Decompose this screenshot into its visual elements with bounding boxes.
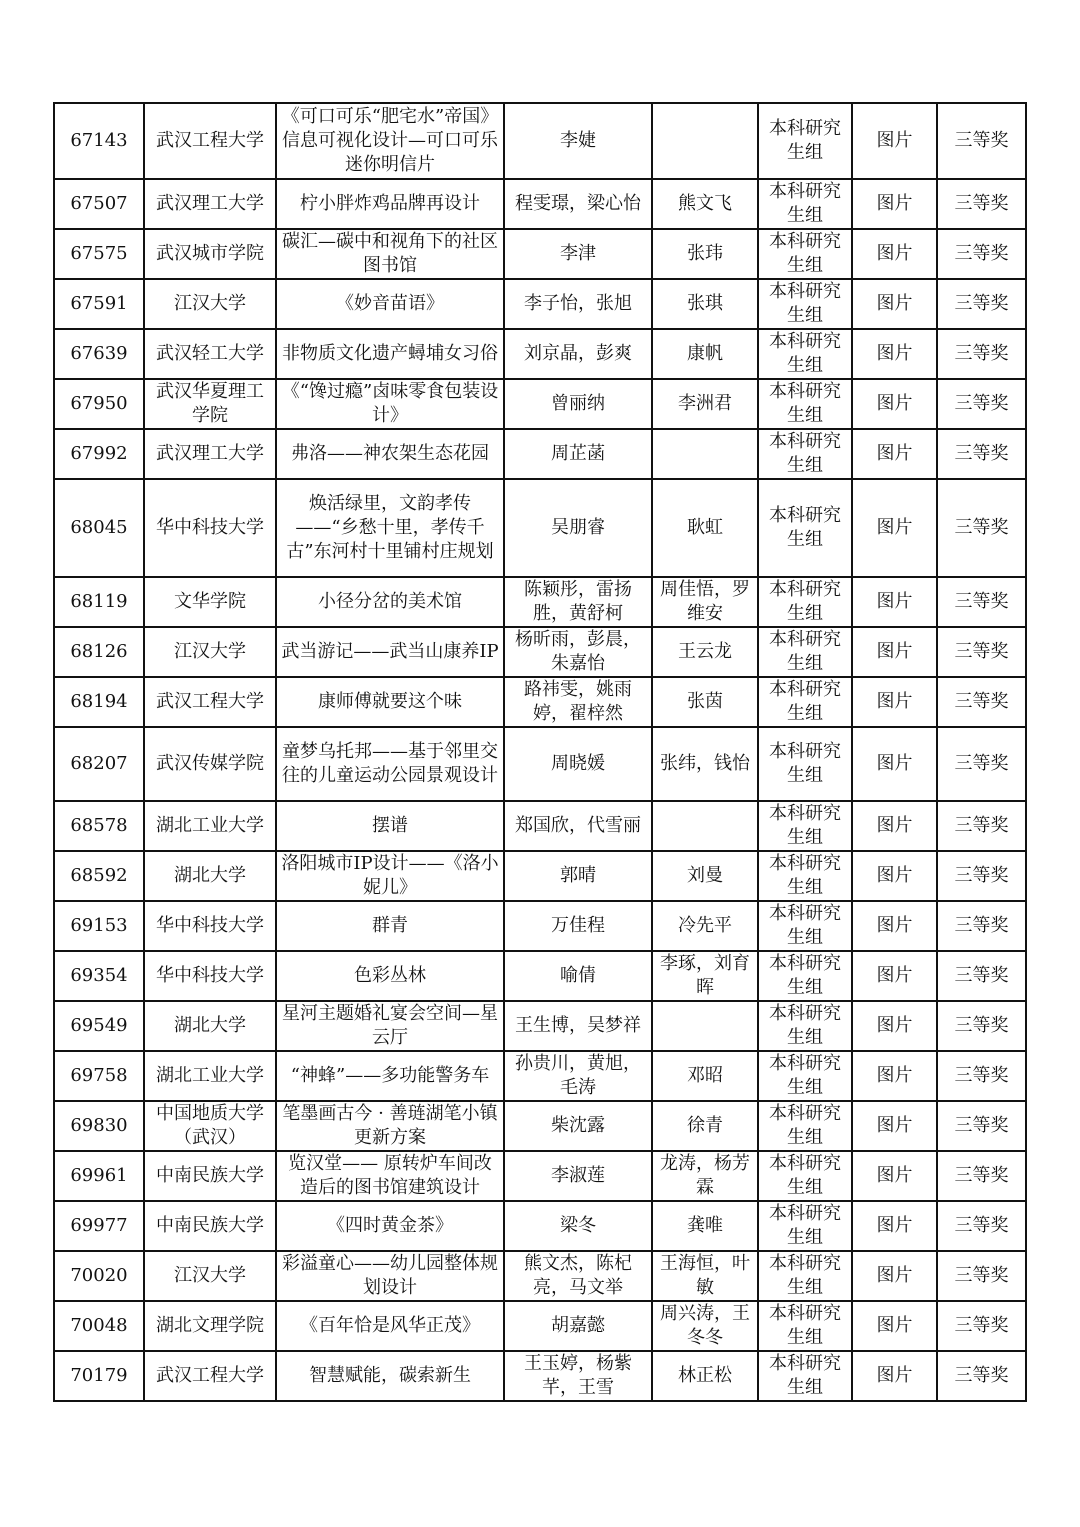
cell-group: 本科研究生组 (758, 1201, 852, 1251)
cell-authors: 周芷菡 (504, 429, 652, 479)
cell-group: 本科研究生组 (758, 429, 852, 479)
cell-id: 68207 (54, 727, 144, 801)
cell-advisor: 龙涛，杨芳霖 (652, 1151, 758, 1201)
cell-group: 本科研究生组 (758, 627, 852, 677)
cell-category: 图片 (852, 951, 937, 1001)
cell-group: 本科研究生组 (758, 801, 852, 851)
cell-id: 68045 (54, 479, 144, 577)
cell-school: 武汉华夏理工学院 (144, 379, 276, 429)
cell-title: “神蜂”——多功能警务车 (276, 1051, 504, 1101)
cell-category: 图片 (852, 577, 937, 627)
cell-award: 三等奖 (937, 103, 1026, 179)
table-row (54, 429, 1026, 479)
cell-school: 湖北大学 (144, 851, 276, 901)
cell-school: 武汉工程大学 (144, 1351, 276, 1401)
table-row (54, 1201, 1026, 1251)
cell-category: 图片 (852, 429, 937, 479)
cell-award: 三等奖 (937, 279, 1026, 329)
table-row (54, 901, 1026, 951)
cell-id: 67639 (54, 329, 144, 379)
cell-id: 69758 (54, 1051, 144, 1101)
cell-title: 《百年恰是风华正茂》 (276, 1301, 504, 1351)
cell-group: 本科研究生组 (758, 851, 852, 901)
cell-category: 图片 (852, 1001, 937, 1051)
cell-award: 三等奖 (937, 1201, 1026, 1251)
cell-group: 本科研究生组 (758, 577, 852, 627)
cell-category: 图片 (852, 229, 937, 279)
cell-category: 图片 (852, 1151, 937, 1201)
cell-title: 群青 (276, 901, 504, 951)
cell-id: 69961 (54, 1151, 144, 1201)
cell-advisor: 张琪 (652, 279, 758, 329)
cell-group: 本科研究生组 (758, 1301, 852, 1351)
cell-title: 柠小胖炸鸡品牌再设计 (276, 179, 504, 229)
cell-advisor: 龚唯 (652, 1201, 758, 1251)
cell-school: 武汉轻工大学 (144, 329, 276, 379)
cell-school: 武汉理工大学 (144, 179, 276, 229)
cell-group: 本科研究生组 (758, 1001, 852, 1051)
cell-advisor: 康帆 (652, 329, 758, 379)
table-row (54, 179, 1026, 229)
cell-category: 图片 (852, 1301, 937, 1351)
cell-award: 三等奖 (937, 429, 1026, 479)
table-row (54, 577, 1026, 627)
table-row (54, 329, 1026, 379)
cell-title: 《妙音苗语》 (276, 279, 504, 329)
cell-group: 本科研究生组 (758, 1051, 852, 1101)
cell-category: 图片 (852, 379, 937, 429)
cell-category: 图片 (852, 1101, 937, 1151)
cell-award: 三等奖 (937, 1051, 1026, 1101)
cell-authors: 周晓媛 (504, 727, 652, 801)
table-row (54, 1001, 1026, 1051)
cell-school: 武汉传媒学院 (144, 727, 276, 801)
cell-id: 70048 (54, 1301, 144, 1351)
cell-title: 智慧赋能，碳索新生 (276, 1351, 504, 1401)
cell-id: 67143 (54, 103, 144, 179)
cell-award: 三等奖 (937, 901, 1026, 951)
cell-title: 焕活绿里，文韵孝传——“乡愁十里，孝传千古”东河村十里铺村庄规划 (276, 479, 504, 577)
cell-id: 70179 (54, 1351, 144, 1401)
cell-advisor: 耿虹 (652, 479, 758, 577)
cell-advisor: 李洲君 (652, 379, 758, 429)
table-row (54, 479, 1026, 577)
table-row (54, 229, 1026, 279)
table-row (54, 801, 1026, 851)
cell-title: 非物质文化遗产蟳埔女习俗 (276, 329, 504, 379)
cell-title: 笔墨画古今 · 善琏湖笔小镇更新方案 (276, 1101, 504, 1151)
cell-school: 文华学院 (144, 577, 276, 627)
cell-category: 图片 (852, 479, 937, 577)
cell-authors: 陈颖彤，雷扬胜，黄舒柯 (504, 577, 652, 627)
cell-id: 70020 (54, 1251, 144, 1301)
cell-group: 本科研究生组 (758, 901, 852, 951)
cell-school: 武汉工程大学 (144, 103, 276, 179)
cell-authors: 杨昕雨，彭晨，朱嘉怡 (504, 627, 652, 677)
cell-authors: 喻倩 (504, 951, 652, 1001)
cell-award: 三等奖 (937, 1351, 1026, 1401)
cell-authors: 李婕 (504, 103, 652, 179)
cell-award: 三等奖 (937, 627, 1026, 677)
cell-authors: 程雯璟，梁心怡 (504, 179, 652, 229)
table-row (54, 1051, 1026, 1101)
cell-award: 三等奖 (937, 801, 1026, 851)
cell-advisor: 张玮 (652, 229, 758, 279)
cell-award: 三等奖 (937, 229, 1026, 279)
cell-award: 三等奖 (937, 851, 1026, 901)
cell-title: 武当游记——武当山康养IP (276, 627, 504, 677)
cell-title: 《“馋过瘾”卤味零食包装设计》 (276, 379, 504, 429)
table-row (54, 627, 1026, 677)
cell-school: 武汉城市学院 (144, 229, 276, 279)
table-body (54, 103, 1026, 1401)
cell-award: 三等奖 (937, 1301, 1026, 1351)
cell-group: 本科研究生组 (758, 677, 852, 727)
cell-group: 本科研究生组 (758, 1101, 852, 1151)
cell-award: 三等奖 (937, 677, 1026, 727)
cell-id: 67507 (54, 179, 144, 229)
cell-school: 武汉工程大学 (144, 677, 276, 727)
cell-category: 图片 (852, 329, 937, 379)
cell-id: 68126 (54, 627, 144, 677)
cell-award: 三等奖 (937, 479, 1026, 577)
cell-title: 康师傅就要这个味 (276, 677, 504, 727)
cell-id: 69977 (54, 1201, 144, 1251)
cell-advisor (652, 1001, 758, 1051)
cell-school: 华中科技大学 (144, 951, 276, 1001)
cell-group: 本科研究生组 (758, 329, 852, 379)
cell-authors: 王玉婷，杨紫芊，王雪 (504, 1351, 652, 1401)
cell-authors: 刘京晶，彭爽 (504, 329, 652, 379)
cell-authors: 路祎雯，姚雨婷，翟梓然 (504, 677, 652, 727)
table-row (54, 1101, 1026, 1151)
cell-award: 三等奖 (937, 1101, 1026, 1151)
cell-authors: 郑国欣，代雪丽 (504, 801, 652, 851)
cell-title: 星河主题婚礼宴会空间—星云厅 (276, 1001, 504, 1051)
cell-award: 三等奖 (937, 179, 1026, 229)
cell-id: 67591 (54, 279, 144, 329)
cell-school: 中国地质大学（武汉） (144, 1101, 276, 1151)
cell-advisor: 周佳悟，罗维安 (652, 577, 758, 627)
cell-id: 68592 (54, 851, 144, 901)
cell-category: 图片 (852, 1251, 937, 1301)
cell-school: 华中科技大学 (144, 479, 276, 577)
cell-award: 三等奖 (937, 1151, 1026, 1201)
cell-group: 本科研究生组 (758, 727, 852, 801)
cell-group: 本科研究生组 (758, 479, 852, 577)
table-row (54, 1251, 1026, 1301)
cell-advisor: 邓昭 (652, 1051, 758, 1101)
cell-category: 图片 (852, 801, 937, 851)
cell-title: 彩溢童心——幼儿园整体规划设计 (276, 1251, 504, 1301)
cell-school: 中南民族大学 (144, 1151, 276, 1201)
table-row (54, 677, 1026, 727)
cell-id: 68119 (54, 577, 144, 627)
cell-id: 69830 (54, 1101, 144, 1151)
cell-authors: 万佳程 (504, 901, 652, 951)
cell-category: 图片 (852, 103, 937, 179)
cell-authors: 李津 (504, 229, 652, 279)
cell-group: 本科研究生组 (758, 229, 852, 279)
cell-school: 湖北工业大学 (144, 801, 276, 851)
cell-authors: 王生博，吴梦祥 (504, 1001, 652, 1051)
cell-category: 图片 (852, 677, 937, 727)
cell-category: 图片 (852, 1051, 937, 1101)
cell-advisor: 冷先平 (652, 901, 758, 951)
cell-category: 图片 (852, 1201, 937, 1251)
cell-title: 小径分岔的美术馆 (276, 577, 504, 627)
cell-authors: 熊文杰，陈杞亮，马文举 (504, 1251, 652, 1301)
cell-advisor: 徐青 (652, 1101, 758, 1151)
cell-award: 三等奖 (937, 577, 1026, 627)
cell-advisor: 李琢，刘育晖 (652, 951, 758, 1001)
cell-group: 本科研究生组 (758, 951, 852, 1001)
cell-category: 图片 (852, 627, 937, 677)
cell-category: 图片 (852, 1351, 937, 1401)
cell-title: 童梦乌托邦——基于邻里交往的儿童运动公园景观设计 (276, 727, 504, 801)
cell-advisor: 刘曼 (652, 851, 758, 901)
cell-id: 67575 (54, 229, 144, 279)
cell-advisor: 熊文飞 (652, 179, 758, 229)
cell-school: 江汉大学 (144, 1251, 276, 1301)
cell-id: 69153 (54, 901, 144, 951)
cell-advisor: 林正松 (652, 1351, 758, 1401)
table-row (54, 279, 1026, 329)
cell-advisor: 张茵 (652, 677, 758, 727)
cell-award: 三等奖 (937, 951, 1026, 1001)
cell-category: 图片 (852, 901, 937, 951)
cell-group: 本科研究生组 (758, 179, 852, 229)
cell-advisor (652, 103, 758, 179)
table-row (54, 851, 1026, 901)
cell-group: 本科研究生组 (758, 379, 852, 429)
table-row (54, 951, 1026, 1001)
cell-id: 69549 (54, 1001, 144, 1051)
cell-award: 三等奖 (937, 379, 1026, 429)
cell-category: 图片 (852, 279, 937, 329)
cell-title: 色彩丛林 (276, 951, 504, 1001)
cell-group: 本科研究生组 (758, 1251, 852, 1301)
cell-school: 江汉大学 (144, 627, 276, 677)
table-row (54, 1151, 1026, 1201)
table-row (54, 1301, 1026, 1351)
cell-authors: 李子怡，张旭 (504, 279, 652, 329)
cell-title: 弗洛——神农架生态花园 (276, 429, 504, 479)
cell-title: 《可口可乐“肥宅水”帝国》信息可视化设计—可口可乐迷你明信片 (276, 103, 504, 179)
cell-school: 湖北大学 (144, 1001, 276, 1051)
cell-advisor: 王海恒，叶敏 (652, 1251, 758, 1301)
cell-school: 华中科技大学 (144, 901, 276, 951)
cell-id: 68578 (54, 801, 144, 851)
cell-title: 览汉堂—— 原转炉车间改造后的图书馆建筑设计 (276, 1151, 504, 1201)
cell-id: 68194 (54, 677, 144, 727)
cell-group: 本科研究生组 (758, 103, 852, 179)
cell-award: 三等奖 (937, 727, 1026, 801)
table-row (54, 103, 1026, 179)
cell-award: 三等奖 (937, 329, 1026, 379)
cell-advisor: 张纬，钱怡 (652, 727, 758, 801)
cell-id: 69354 (54, 951, 144, 1001)
cell-authors: 曾丽纳 (504, 379, 652, 429)
cell-school: 中南民族大学 (144, 1201, 276, 1251)
cell-authors: 柴沈露 (504, 1101, 652, 1151)
cell-title: 洛阳城市IP设计——《洛小妮儿》 (276, 851, 504, 901)
cell-title: 《四时黄金茶》 (276, 1201, 504, 1251)
cell-school: 湖北工业大学 (144, 1051, 276, 1101)
cell-category: 图片 (852, 179, 937, 229)
table-row (54, 727, 1026, 801)
cell-authors: 吴朋睿 (504, 479, 652, 577)
table-row (54, 379, 1026, 429)
cell-category: 图片 (852, 727, 937, 801)
cell-school: 武汉理工大学 (144, 429, 276, 479)
cell-group: 本科研究生组 (758, 1151, 852, 1201)
cell-award: 三等奖 (937, 1001, 1026, 1051)
cell-advisor (652, 429, 758, 479)
cell-title: 碳汇—碳中和视角下的社区图书馆 (276, 229, 504, 279)
cell-authors: 胡嘉懿 (504, 1301, 652, 1351)
cell-advisor: 周兴涛，王冬冬 (652, 1301, 758, 1351)
awards-table (53, 102, 1027, 1402)
cell-group: 本科研究生组 (758, 1351, 852, 1401)
cell-advisor (652, 801, 758, 851)
cell-award: 三等奖 (937, 1251, 1026, 1301)
cell-advisor: 王云龙 (652, 627, 758, 677)
cell-id: 67950 (54, 379, 144, 429)
cell-authors: 李淑莲 (504, 1151, 652, 1201)
cell-school: 湖北文理学院 (144, 1301, 276, 1351)
cell-id: 67992 (54, 429, 144, 479)
cell-authors: 孙贵川，黄旭，毛涛 (504, 1051, 652, 1101)
cell-title: 摆谱 (276, 801, 504, 851)
cell-school: 江汉大学 (144, 279, 276, 329)
cell-authors: 梁冬 (504, 1201, 652, 1251)
cell-category: 图片 (852, 851, 937, 901)
table-row (54, 1351, 1026, 1401)
cell-authors: 郭晴 (504, 851, 652, 901)
cell-group: 本科研究生组 (758, 279, 852, 329)
